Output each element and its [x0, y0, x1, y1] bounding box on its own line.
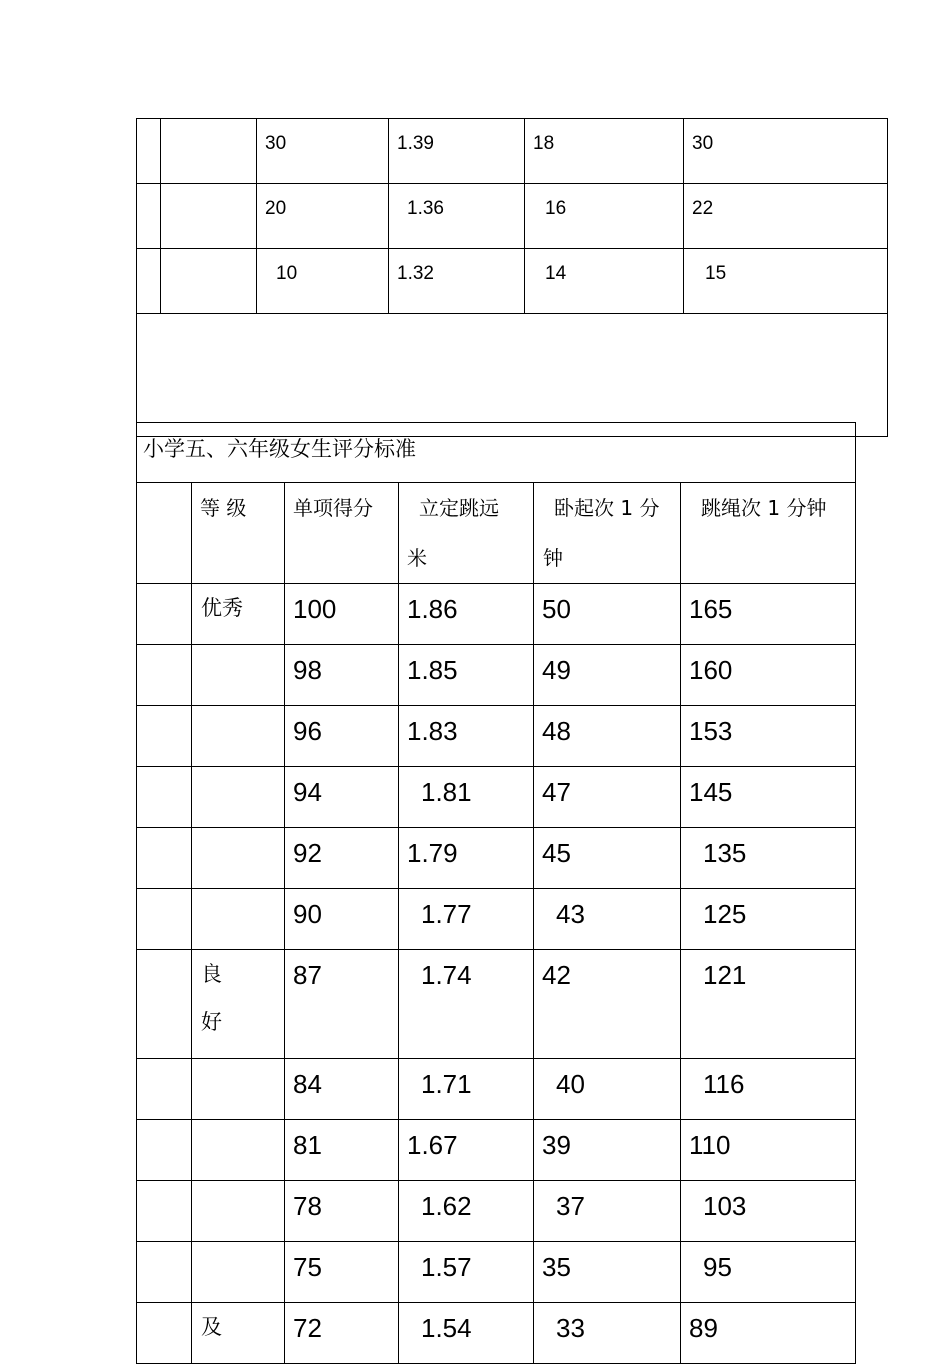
- rope-cell: 153: [681, 706, 856, 767]
- table-row: [137, 1303, 856, 1364]
- jump-cell: 1.57: [399, 1242, 534, 1303]
- jump-cell: 1.81: [399, 767, 534, 828]
- rope-cell: 121: [681, 950, 856, 1059]
- rope-cell: 145: [681, 767, 856, 828]
- score-cell: 81: [285, 1120, 399, 1181]
- title-row: [137, 423, 856, 483]
- header-situps-line2: 钟: [543, 546, 563, 570]
- situps-cell: 33: [534, 1303, 681, 1364]
- score-cell: 20: [257, 184, 389, 249]
- rope-cell: 103: [681, 1181, 856, 1242]
- jump-cell: 1.54: [399, 1303, 534, 1364]
- jump-cell: 1.83: [399, 706, 534, 767]
- rope-cell: 89: [681, 1303, 856, 1364]
- table-row: [137, 1181, 856, 1242]
- table-row: [137, 706, 856, 767]
- situps-cell: 35: [534, 1242, 681, 1303]
- situps-cell: 14: [525, 249, 684, 314]
- jump-cell: 1.62: [399, 1181, 534, 1242]
- situps-cell: 43: [534, 889, 681, 950]
- situps-cell: 42: [534, 950, 681, 1059]
- table-row: [137, 184, 888, 249]
- table-title: 小学五、六年级女生评分标准: [137, 423, 856, 483]
- score-cell: 98: [285, 645, 399, 706]
- situps-cell: 50: [534, 584, 681, 645]
- table-row: [137, 1120, 856, 1181]
- score-cell: 87: [285, 950, 399, 1059]
- jump-cell: 1.71: [399, 1059, 534, 1120]
- header-level: 等 级: [192, 483, 285, 584]
- level-excellent: 优秀: [192, 584, 285, 645]
- jump-cell: 1.32: [389, 249, 525, 314]
- empty-note-cell: [137, 314, 888, 437]
- score-cell: 92: [285, 828, 399, 889]
- score-cell: 10: [257, 249, 389, 314]
- header-score: 单项得分: [285, 483, 399, 584]
- jump-cell: 1.86: [399, 584, 534, 645]
- table-row: [137, 889, 856, 950]
- level-good: [192, 950, 285, 1059]
- situps-cell: 39: [534, 1120, 681, 1181]
- jump-cell: 1.77: [399, 889, 534, 950]
- jump-cell: 1.36: [389, 184, 525, 249]
- score-cell: 30: [257, 119, 389, 184]
- jump-cell: 1.67: [399, 1120, 534, 1181]
- rope-cell: 125: [681, 889, 856, 950]
- table-row: [137, 950, 856, 1059]
- score-cell: 94: [285, 767, 399, 828]
- score-cell: 72: [285, 1303, 399, 1364]
- situps-cell: 37: [534, 1181, 681, 1242]
- rope-cell: 165: [681, 584, 856, 645]
- score-cell: 78: [285, 1181, 399, 1242]
- level-good-line2: 好: [201, 1010, 222, 1034]
- level-good-line1: 良: [201, 962, 222, 986]
- header-jump: [399, 483, 534, 584]
- table-row: [137, 1059, 856, 1120]
- situps-cell: 16: [525, 184, 684, 249]
- situps-cell: 18: [525, 119, 684, 184]
- rope-cell: 30: [684, 119, 888, 184]
- header-row: [137, 483, 856, 584]
- jump-cell: 1.79: [399, 828, 534, 889]
- level-pass: 及: [192, 1303, 285, 1364]
- header-jump-line2: 米: [407, 546, 427, 570]
- score-cell: 96: [285, 706, 399, 767]
- rope-cell: 95: [681, 1242, 856, 1303]
- situps-cell: 45: [534, 828, 681, 889]
- top-score-table: [136, 118, 888, 437]
- header-situps: [534, 483, 681, 584]
- situps-cell: 40: [534, 1059, 681, 1120]
- table-row: [137, 119, 888, 184]
- situps-cell: 47: [534, 767, 681, 828]
- jump-cell: 1.39: [389, 119, 525, 184]
- table-row: [137, 249, 888, 314]
- table-row: [137, 1242, 856, 1303]
- score-cell: 100: [285, 584, 399, 645]
- table-row: [137, 828, 856, 889]
- score-cell: 90: [285, 889, 399, 950]
- score-cell: 75: [285, 1242, 399, 1303]
- header-jump-line1: 立定跳远: [419, 496, 499, 520]
- rope-cell: 110: [681, 1120, 856, 1181]
- rope-cell: 22: [684, 184, 888, 249]
- header-situps-line1: 卧起次 1 分: [554, 496, 660, 520]
- rope-cell: 116: [681, 1059, 856, 1120]
- situps-cell: 49: [534, 645, 681, 706]
- rope-cell: 135: [681, 828, 856, 889]
- table-row: [137, 314, 888, 437]
- rope-cell: 15: [684, 249, 888, 314]
- table-row: [137, 584, 856, 645]
- table-row: [137, 767, 856, 828]
- score-cell: 84: [285, 1059, 399, 1120]
- situps-cell: 48: [534, 706, 681, 767]
- rope-cell: 160: [681, 645, 856, 706]
- header-rope: 跳绳次 1 分钟: [681, 483, 856, 584]
- table-row: [137, 645, 856, 706]
- jump-cell: 1.74: [399, 950, 534, 1059]
- jump-cell: 1.85: [399, 645, 534, 706]
- girls-score-table: [136, 422, 856, 1364]
